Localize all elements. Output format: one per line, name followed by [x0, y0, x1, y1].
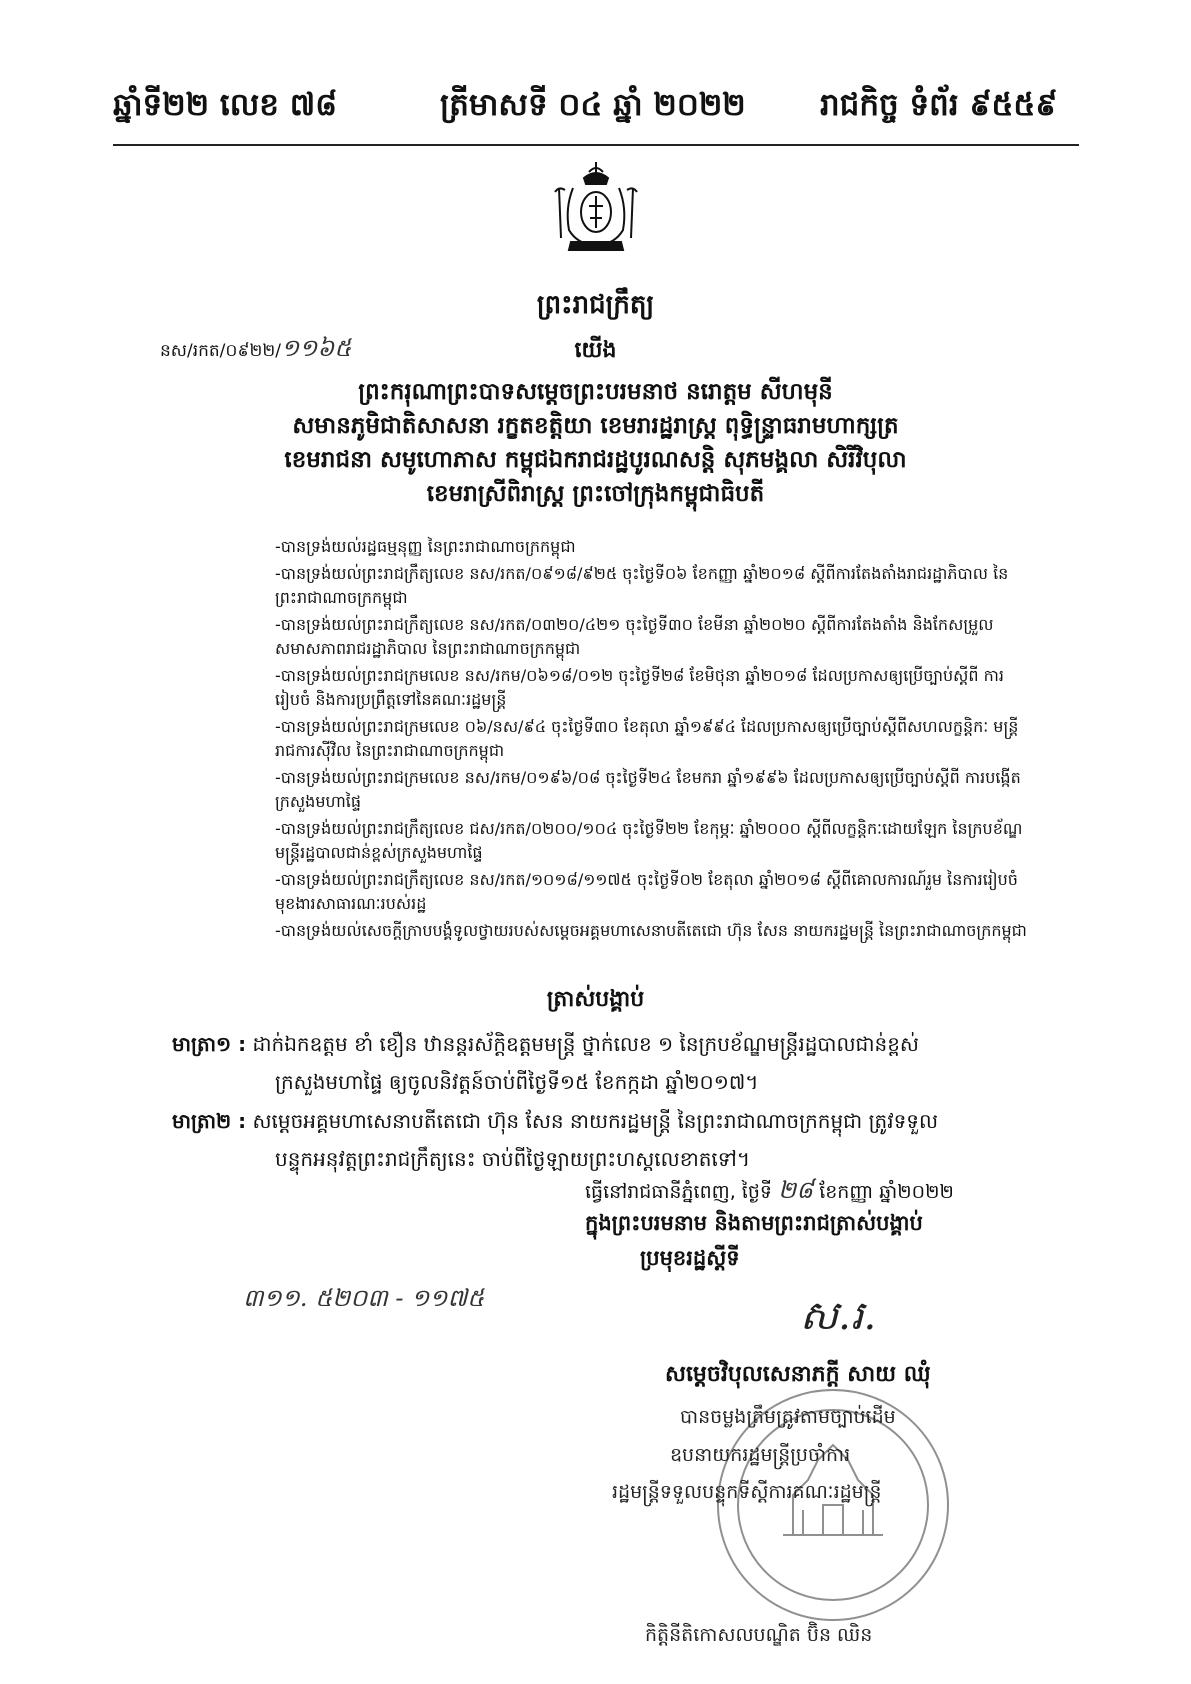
- visa-item: -បានទ្រង់យល់រដ្ឋធម្មនុញ្ញ នៃព្រះរាជាណាចក្រកម្ពុជា: [275, 537, 576, 556]
- header-rule: [113, 144, 1079, 146]
- reference-handwritten: ១១៦៥: [280, 334, 352, 362]
- visa-item: -បានទ្រង់យល់ព្រះរាជក្រឹត្យលេខ នស/រកត/០៩១៨/៩២៥ ចុះថ្ងៃទី០៦ ខែកញ្ញា ឆ្នាំ២០១៨ ស្តីពីការតែងតាំងរាជរដ្ឋាភិបាល នៃព្រះរាជាណាចក្រកម្ពុជា: [275, 564, 1009, 607]
- regal-title-line: សមានភូមិជាតិសាសនា រក្ខតខត្តិយា ខេមរារដ្ឋរាស្ត្រ ពុទ្ធិន្ទ្រាធរាមហាក្សត្រ: [292, 413, 899, 439]
- visa-item: -បានទ្រង់យល់សេចក្តីក្រាបបង្គំទូលថ្វាយរបស់សម្តេចអគ្គមហាសេនាបតីតេជោ ហ៊ុន សែន នាយករដ្ឋមន្ត្រី នៃព្រះរាជាណាចក្រកម្ពុជា: [275, 921, 1027, 940]
- place-suffix: ខែកញ្ញា ឆ្នាំ២០២២: [819, 1181, 954, 1203]
- section-heading: ត្រាស់បង្គាប់: [546, 987, 645, 1012]
- gazette-page: រាជកិច្ច ទំព័រ ៩៥៥៩: [820, 87, 1058, 123]
- visa-item: -បានទ្រង់យល់ព្រះរាជក្រឹត្យលេខ នស/រកត/១០១៨/១១៧៥ ចុះថ្ងៃទី០២ ខែតុលា ឆ្នាំ២០១៨ ស្តីពីគោលការណ៍រួម នៃការរៀបចំ មុខងារសាធារណៈរបស់រដ្ឋ: [275, 870, 1018, 913]
- article-label: មាត្រា១ :: [172, 1032, 247, 1056]
- place-and-date: [585, 1175, 954, 1210]
- royal-coat-of-arms-icon: [551, 158, 641, 256]
- regal-title-line: ខេមរាស្រីពិរាស្ត្រ ព្រះចៅក្រុងកម្ពុជាធិបតី: [426, 481, 765, 507]
- article-label: មាត្រា២ :: [172, 1109, 247, 1133]
- place-prefix: ធ្វើនៅរាជធានីភ្នំពេញ, ថ្ងៃទី: [585, 1181, 772, 1203]
- gazette-quarter: ត្រីមាសទី ០៤ ឆ្នាំ ២០២២: [440, 87, 746, 123]
- certifier-name: កិត្តិនីតិកោសលបណ្ឌិត ប៊ិន ឈិន: [645, 1624, 873, 1646]
- certification-line: រដ្ឋមន្ត្រីទទួលបន្ទុកទីស្តីការគណៈរដ្ឋមន្ត្រី: [612, 1481, 882, 1503]
- decree-title: ព្រះរាជក្រឹត្យ: [536, 290, 655, 320]
- article-1: [172, 1025, 1052, 1101]
- regal-title-line: ព្រះករុណាព្រះបាទសម្តេចព្រះបរមនាថ នរោត្តម សីហមុនី: [358, 379, 833, 405]
- article-text-cont: ក្រសួងមហាផ្ទៃ ឲ្យចូលនិវត្តន៍ចាប់ពីថ្ងៃទី១៥ ខែកក្កដា ឆ្នាំ២០១៧។: [275, 1070, 759, 1094]
- visa-item: -បានទ្រង់យល់ព្រះរាជក្រមលេខ ០៦/នស/៩៤ ចុះថ្ងៃទី៣០ ខែតុលា ឆ្នាំ១៩៩៤ ដែលប្រកាសឲ្យប្រើច្បាប់ស្តីពីសហលក្ខន្តិកៈ មន្ត្រីរាជការស៊ីវិល នៃព្រះរាជាណាចក្រកម្ពុជា: [275, 717, 1019, 760]
- day-handwritten: ២៨: [778, 1176, 814, 1204]
- registration-handwritten: ៣១១. ៥២០៣ - ១១៧៥: [243, 1284, 485, 1312]
- acting-head-of-state: ប្រមុខរដ្ឋស្តីទី: [640, 1246, 740, 1270]
- signer-name: សម្តេចវិបុលសេនាភក្តី សាយ ឈុំ: [665, 1362, 931, 1387]
- visa-item: -បានទ្រង់យល់ព្រះរាជក្រមលេខ នស/រកម/០១៩៦/០៨ ចុះថ្ងៃទី២៤ ខែមករា ឆ្នាំ១៩៩៦ ដែលប្រកាសឲ្យប្រើច្បាប់ស្តីពី ការបង្កើតក្រសួងមហាផ្ទៃ: [275, 768, 1021, 811]
- visa-list: [275, 535, 1035, 946]
- closing-formula: ក្នុងព្រះបរមនាម និងតាមព្រះរាជត្រាស់បង្គាប់: [585, 1211, 923, 1235]
- visa-item: -បានទ្រង់យល់ព្រះរាជក្រឹត្យលេខ នស/រកត/០៣២០/៤២១ ចុះថ្ងៃទី៣០ ខែមីនា ឆ្នាំ២០២០ ស្តីពីការតែងតាំង និងកែសម្រួល សមាសភាពរាជរដ្ឋាភិបាល នៃព្រះរាជាណាចក្រកម្ពុជា: [275, 615, 994, 658]
- article-text-cont: បន្ទុកអនុវត្តព្រះរាជក្រឹត្យនេះ ចាប់ពីថ្ងៃឡាយព្រះហស្តលេខាតទៅ។: [275, 1147, 751, 1171]
- article-text: ដាក់ឯកឧត្តម ខាំ ខឿន ឋានន្តរស័ក្តិឧត្តមមន្ត្រី ថ្នាក់លេខ ១ នៃក្របខ័ណ្ឌមន្ត្រីរដ្ឋបាលជាន់ខ្ពស់: [252, 1032, 919, 1056]
- certification-line: បានចម្លងត្រឹមត្រូវតាមច្បាប់ដើម: [680, 1406, 896, 1428]
- regal-title-line: ខេមរាជនា សមូហោភាស កម្ពុជឯករាជរដ្ឋបូរណសន្តិ សុភមង្គលា សិរីវិបុលា: [284, 447, 907, 473]
- signature: ស.រ.: [800, 1293, 877, 1339]
- reference-printed: នស/រកត/០៩២២/: [160, 341, 281, 361]
- article-2: [172, 1102, 1052, 1178]
- visa-item: -បានទ្រង់យល់ព្រះរាជក្រឹត្យលេខ ជស/រកត/០២០០/១០៤ ចុះថ្ងៃទី២២ ខែកុម្ភៈ ឆ្នាំ២០០០ ស្តីពីលក្ខន្តិកៈដោយឡែក នៃក្របខ័ណ្ឌ មន្ត្រីរដ្ឋបាលជាន់ខ្ពស់ក្រសួងមហាផ្ទៃ: [275, 819, 1023, 862]
- visa-item: -បានទ្រង់យល់ព្រះរាជក្រមលេខ នស/រកម/០៦១៨/០១២ ចុះថ្ងៃទី២៨ ខែមិថុនា ឆ្នាំ២០១៨ ដែលប្រកាសឲ្យប្រើច្បាប់ស្តីពី ការរៀបចំ និងការប្រព្រឹត្តទៅនៃគណៈរដ្ឋមន្ត្រី: [275, 666, 1004, 709]
- gazette-year-issue: ឆ្នាំទី២២ លេខ ៧៨: [113, 87, 338, 123]
- article-text: សម្តេចអគ្គមហាសេនាបតីតេជោ ហ៊ុន សែន នាយករដ្ឋមន្ត្រី នៃព្រះរាជាណាចក្រកម្ពុជា ត្រូវទទួល: [252, 1109, 938, 1133]
- certification-line: ឧបនាយករដ្ឋមន្ត្រីប្រចាំការ: [670, 1444, 851, 1466]
- decree-we: យើង: [574, 338, 617, 363]
